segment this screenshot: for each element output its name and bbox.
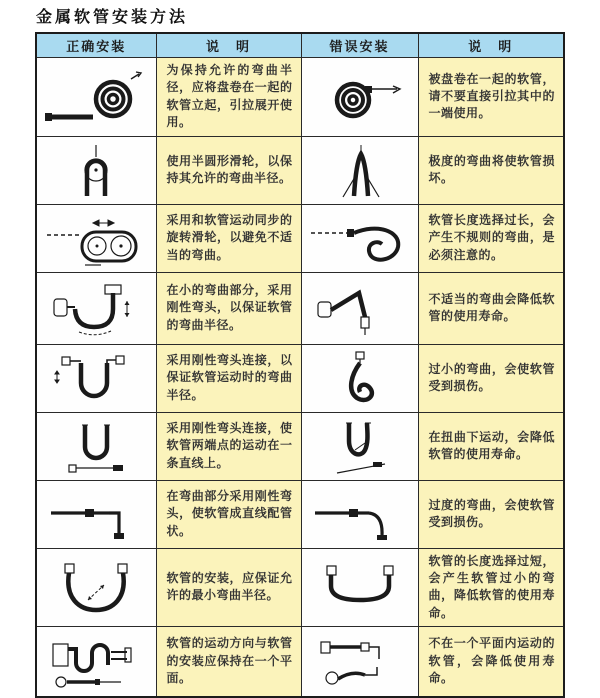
- correct-illustration-cell: [36, 480, 156, 548]
- wrong-illustration-cell: [301, 204, 418, 272]
- page-title: 金属软管安装方法: [36, 9, 189, 26]
- correct-illustration-cell: [36, 204, 156, 272]
- correct-illustration-cell: [36, 627, 156, 697]
- half-round-pulley-icon: [40, 141, 152, 199]
- header-correct-installation: 正确安装: [36, 33, 156, 58]
- correct-description: 采用刚性弯头连接，以保证软管运动时的弯曲半径。: [156, 344, 301, 412]
- table-row: [36, 627, 564, 697]
- header-row: [36, 33, 564, 58]
- header-wrong-installation: 错误安装: [301, 33, 418, 58]
- rigid-elbow-small-bend-icon: [40, 279, 152, 337]
- table-row: [36, 548, 564, 627]
- same-plane-motion-icon: [40, 632, 152, 690]
- correct-description: 采用刚性弯头连接，使软管两端点的运动在一条直线上。: [156, 412, 301, 480]
- wrong-description: 过小的弯曲，会使软管受到损伤。: [418, 344, 564, 412]
- correct-description: 使用半圆形滑轮，以保持其允许的弯曲半径。: [156, 136, 301, 204]
- min-bend-radius-icon: [40, 558, 152, 616]
- improper-bend-icon: [304, 279, 416, 337]
- correct-description: 在弯曲部分采用刚性弯头，使软管成直线配管状。: [156, 480, 301, 548]
- wrong-illustration-cell: [301, 548, 418, 627]
- correct-description: 软管的安装，应保证允许的最小弯曲半径。: [156, 548, 301, 627]
- correct-illustration-cell: [36, 412, 156, 480]
- wrong-description: 不在一个平面内运动的软管，会降低使用寿命。: [418, 627, 564, 697]
- straight-pipe-elbow-icon: [40, 485, 152, 543]
- table-row: [36, 412, 564, 480]
- correct-description: 软管的运动方向与软管的安装应保持在一个平面。: [156, 627, 301, 697]
- wrong-description: 软管长度选择过长，会产生不规则的弯曲，是必须注意的。: [418, 204, 564, 272]
- table-row: [36, 58, 564, 137]
- hose-too-short-icon: [304, 558, 416, 616]
- table-row: [36, 204, 564, 272]
- out-of-plane-motion-icon: [304, 632, 416, 690]
- rigid-elbow-connection-icon: [40, 349, 152, 407]
- correct-illustration-cell: [36, 344, 156, 412]
- table-row: [36, 344, 564, 412]
- wrong-illustration-cell: [301, 136, 418, 204]
- installation-table: [35, 32, 565, 698]
- inline-motion-u-icon: [40, 417, 152, 475]
- correct-illustration-cell: [36, 548, 156, 627]
- wrong-description: 软管的长度选择过短，会产生软管过小的弯曲，降低软管的使用寿命。: [418, 548, 564, 627]
- wrong-description: 极度的弯曲将使软管损坏。: [418, 136, 564, 204]
- wrong-illustration-cell: [301, 480, 418, 548]
- table-row: [36, 272, 564, 344]
- hose-coil-standing-icon: [40, 68, 152, 126]
- wrong-description: 在扭曲下运动，会降低软管的使用寿命。: [418, 412, 564, 480]
- too-small-bend-icon: [304, 349, 416, 407]
- extreme-bend-icon: [304, 141, 416, 199]
- correct-description: 为保持允许的弯曲半径，应将盘卷在一起的软管立起，引拉展开使用。: [156, 58, 301, 137]
- wrong-illustration-cell: [301, 344, 418, 412]
- wrong-illustration-cell: [301, 272, 418, 344]
- excessive-bend-icon: [304, 485, 416, 543]
- header-description-right: 说 明: [418, 33, 564, 58]
- twisted-motion-icon: [304, 417, 416, 475]
- synchronized-pulleys-icon: [40, 209, 152, 267]
- wrong-illustration-cell: [301, 412, 418, 480]
- table-row: [36, 136, 564, 204]
- correct-description: 在小的弯曲部分，采用刚性弯头，以保证软管的弯曲半径。: [156, 272, 301, 344]
- wrong-description: 过度的弯曲，会使软管受到损伤。: [418, 480, 564, 548]
- table-row: [36, 480, 564, 548]
- correct-illustration-cell: [36, 58, 156, 137]
- header-description-left: 说 明: [156, 33, 301, 58]
- wrong-description: 被盘卷在一起的软管，请不要直接引拉其中的一端使用。: [418, 58, 564, 137]
- correct-illustration-cell: [36, 272, 156, 344]
- wrong-description: 不适当的弯曲会降低软管的使用寿命。: [418, 272, 564, 344]
- wrong-illustration-cell: [301, 627, 418, 697]
- correct-illustration-cell: [36, 136, 156, 204]
- hose-too-long-icon: [304, 209, 416, 267]
- correct-description: 采用和软管运动同步的旋转滑轮，以避免不适当的弯曲。: [156, 204, 301, 272]
- hose-coil-pulled-icon: [304, 68, 416, 126]
- wrong-illustration-cell: [301, 58, 418, 137]
